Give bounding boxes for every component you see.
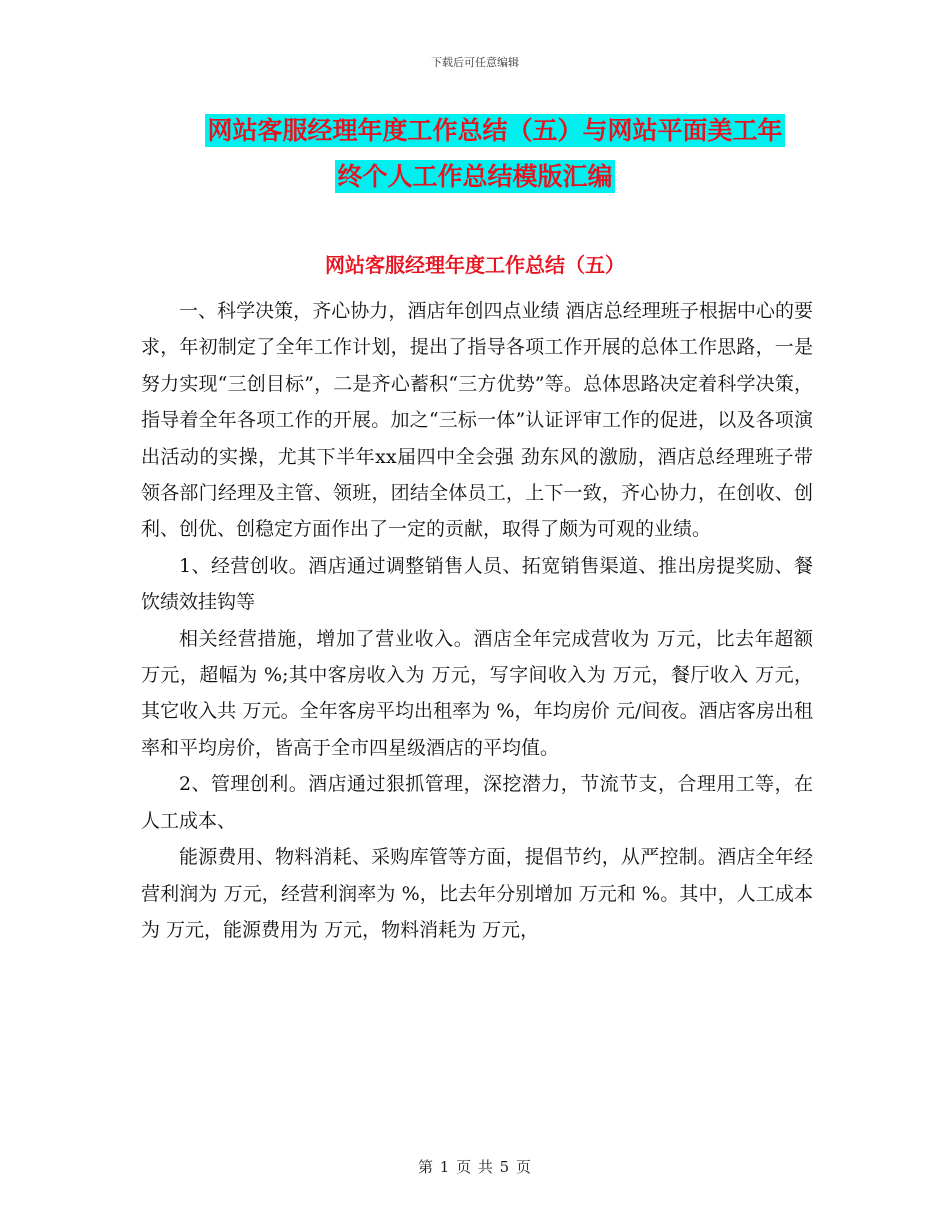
document-title — [0, 108, 950, 200]
page-footer: 第 1 页 共 5 页 — [418, 1158, 532, 1176]
paragraph-3: 相关经营措施，增加了营业收入。酒店全年完成营收为 万元，比去年超额 万元，超幅为 %;其中客房收入为 万元，写字间收入为 万元，餐厅收入 万元，其它收入共 万元。全年客房平均出租率为 %，年均房价 元/间夜。酒店客房出租率和平均房价，皆高于全市四星级酒店的平均值。 — [141, 627, 813, 759]
title-line-2: 终个人工作总结模版汇编 — [337, 162, 613, 191]
paragraph-5: 能源费用、物料消耗、采购库管等方面，提倡节约，从严控制。酒店全年经营利润为 万元，经营利润率为 %，比去年分别增加 万元和 %。其中，人工成本为 万元，能源费用为 万元，物料消耗为 万元， — [141, 846, 813, 941]
paragraph-1: 一、科学决策，齐心协力，酒店年创四点业绩 酒店总经理班子根据中心的要求，年初制定了全年工作计划，提出了指导各项工作开展的总体工作思路，一是努力实现“三创目标”，二是齐心蓄积“三方优势”等。总体思路决定着科学决策，指导着全年各项工作的开展。加之“三标一体”认证评审工作的促进，以及各项演出活动的实操，尤其下半年xx届四中全会强 劲东风的激励，酒店总经理班子带领各部门经理及主管、领班，团结全体员工，上下一致，齐心协力，在创收、创利、创优、创稳定方面作出了一定的贡献，取得了颇为可观的业绩。 — [141, 300, 813, 541]
paragraph-4: 2、管理创利。酒店通过狠抓管理，深挖潜力，节流节支，合理用工等，在人工成本、 — [141, 773, 813, 832]
section-title: 网站客服经理年度工作总结（五） — [325, 253, 625, 277]
body-text — [141, 293, 813, 948]
header-note: 下载后可任意编辑 — [431, 56, 519, 69]
title-line-1: 网站客服经理年度工作总结（五）与网站平面美工年 — [207, 116, 783, 145]
paragraph-2: 1、经营创收。酒店通过调整销售人员、拓宽销售渠道、推出房提奖励、餐饮绩效挂钩等 — [141, 554, 813, 614]
